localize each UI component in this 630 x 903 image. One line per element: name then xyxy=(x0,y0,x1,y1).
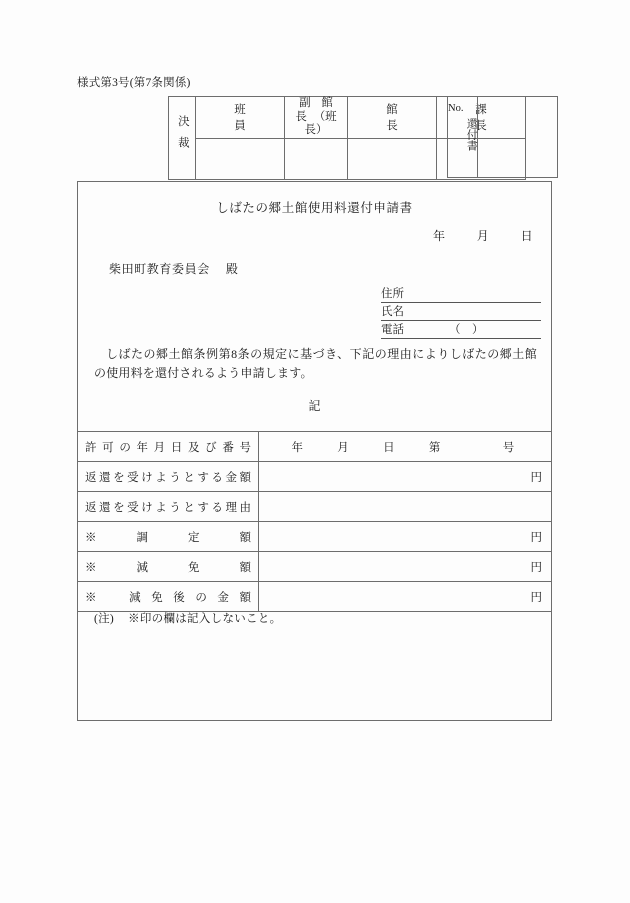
permit-gou: 号 xyxy=(502,441,515,454)
body-paragraph: しばたの郷土館条例第8条の規定に基づき、下記の理由によりしばたの郷土館の使用料を還付されるよう申請します。 xyxy=(94,347,537,380)
refund-number-row xyxy=(448,97,558,178)
approval-header-fukukancho xyxy=(285,97,348,139)
detail-value-refund-reason[interactable] xyxy=(259,492,552,522)
table-row xyxy=(78,462,552,492)
refund-number-label xyxy=(448,102,477,168)
refund-number-label-cell xyxy=(448,97,478,178)
footnote-prefix: (注) xyxy=(94,613,115,625)
approval-header-kancho xyxy=(348,97,446,139)
approval-header-kancho-label: 館 長 xyxy=(386,104,446,133)
addressee xyxy=(109,260,238,277)
approval-header-hanin-label: 班 員 xyxy=(234,104,294,133)
applicant-phone-field[interactable] xyxy=(381,322,541,339)
applicant-phone-label: 電話 xyxy=(381,324,404,336)
addressee-honorific: 殿 xyxy=(225,262,239,276)
applicant-address-label: 住所 xyxy=(381,288,404,300)
form-number: 様式第3号(第7条関係) xyxy=(77,77,191,89)
detail-label-refund-amount: 返還を受けようとする金額 xyxy=(78,462,259,492)
yen-unit: 円 xyxy=(530,561,542,574)
permit-day: 日 xyxy=(383,441,395,454)
permit-month: 月 xyxy=(337,441,350,454)
yen-unit: 円 xyxy=(530,591,542,604)
applicant-address-field[interactable] xyxy=(381,286,541,303)
ki-marker: 記 xyxy=(308,399,321,413)
detail-label-assessed-amount: ※ 調 定 額 xyxy=(78,522,259,552)
refund-number-input-cell[interactable] xyxy=(478,97,558,178)
footnote xyxy=(94,610,281,626)
table-row xyxy=(78,492,552,522)
table-row xyxy=(78,552,552,582)
detail-table xyxy=(77,431,552,612)
approval-stamp-fukukancho[interactable] xyxy=(285,138,348,179)
applicant-name-field[interactable] xyxy=(381,304,541,321)
refund-number-label-text: 還付書 xyxy=(465,118,478,151)
detail-label-permit-date: 許可の年月日及び番号 xyxy=(78,432,259,462)
permit-dai: 第 xyxy=(428,441,441,454)
table-row xyxy=(78,432,552,462)
approval-header-hanin xyxy=(196,97,294,139)
approval-kessai-cell xyxy=(169,97,196,180)
main-form-frame xyxy=(77,181,552,721)
fukukancho-line1: 副 館 長 xyxy=(295,97,337,123)
yen-unit: 円 xyxy=(530,471,542,484)
submission-date-day[interactable]: 日 xyxy=(520,229,533,243)
footnote-text: ※印の欄は記入しないこと。 xyxy=(128,613,282,625)
applicant-info xyxy=(381,286,541,339)
table-row xyxy=(78,582,552,612)
permit-year: 年 xyxy=(291,441,304,454)
permit-date-line xyxy=(266,439,544,455)
page-title: しばたの郷土館使用料還付申請書 xyxy=(216,201,413,215)
detail-label-refund-reason: 返還を受けようとする理由 xyxy=(78,492,259,522)
approval-stamp-hanin[interactable] xyxy=(196,138,285,179)
refund-number-label-no: No. xyxy=(448,102,464,114)
submission-date-month[interactable]: 月 xyxy=(476,229,490,243)
detail-value-post-reduction-amount[interactable] xyxy=(259,582,552,612)
approval-header-fukukancho-label xyxy=(285,97,347,138)
fukukancho-line2: （班 長） xyxy=(304,110,349,137)
approval-header-kacho-label: 課 長 xyxy=(475,104,535,133)
submission-date-year[interactable]: 年 xyxy=(432,229,446,243)
approval-stamp-kancho[interactable] xyxy=(348,138,437,179)
detail-value-refund-amount[interactable] xyxy=(259,462,552,492)
applicant-phone-paren: （ ） xyxy=(449,324,484,336)
refund-number-box xyxy=(447,96,558,178)
addressee-name: 柴田町教育委員会 xyxy=(109,262,210,276)
detail-value-permit-date[interactable] xyxy=(259,432,552,462)
submission-date-line xyxy=(433,227,533,244)
detail-label-reduction-amount: ※ 減 免 額 xyxy=(78,552,259,582)
detail-value-assessed-amount[interactable] xyxy=(259,522,552,552)
yen-unit: 円 xyxy=(530,531,542,544)
detail-label-post-reduction-amount: ※ 減免後の金額 xyxy=(78,582,259,612)
table-row xyxy=(78,522,552,552)
approval-kessai-label: 決裁 xyxy=(176,114,189,158)
applicant-name-label: 氏名 xyxy=(381,306,404,318)
detail-value-reduction-amount[interactable] xyxy=(259,552,552,582)
